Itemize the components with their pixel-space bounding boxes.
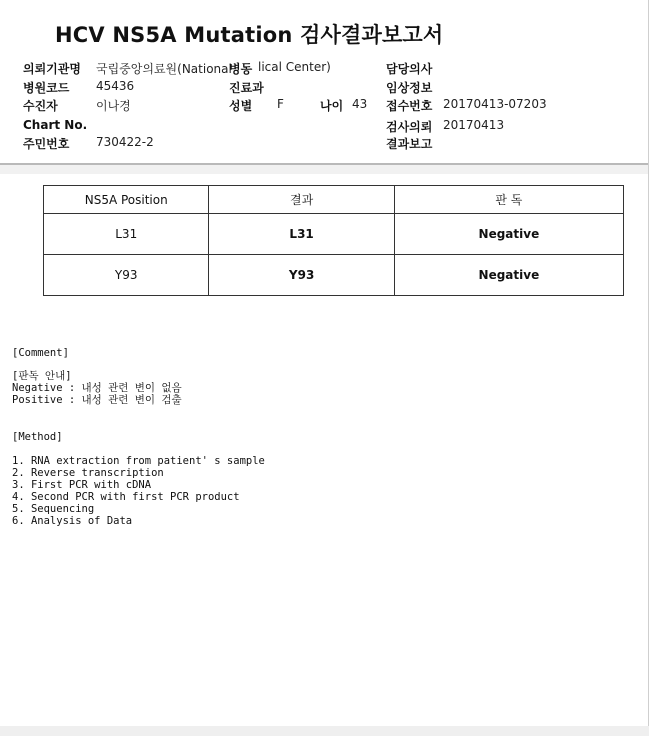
method-step: 6. Analysis of Data <box>12 515 133 527</box>
cell-result: L31 <box>209 214 394 255</box>
section-divider <box>0 165 649 174</box>
patient-value: 이나경 <box>96 99 131 113</box>
page-footer-strip <box>0 726 649 736</box>
request-date-label: 검사의뢰 <box>386 120 433 134</box>
institution-label: 의뢰기관명 <box>23 62 81 76</box>
cell-position: Y93 <box>44 255 209 296</box>
chart-no-label: Chart No. <box>23 118 88 132</box>
sex-value: F <box>277 97 284 111</box>
cell-interpretation: Negative <box>394 214 623 255</box>
table-row <box>44 255 624 296</box>
ward-label: 병동 <box>229 62 253 76</box>
method-step: 4. Second PCR with first PCR product <box>12 491 240 503</box>
result-table <box>43 185 624 296</box>
table-header-row <box>44 186 624 214</box>
cell-position: L31 <box>44 214 209 255</box>
guide-positive: Positive : 내성 관련 변이 검출 <box>12 394 182 406</box>
resident-id-value: 730422-2 <box>96 135 154 149</box>
clinical-info-label: 임상정보 <box>386 81 433 95</box>
hospital-code-value: 45436 <box>96 79 135 93</box>
resident-id-label: 주민번호 <box>23 137 70 151</box>
age-value: 43 <box>352 97 368 111</box>
header-result: 결과 <box>209 186 394 214</box>
age-label: 나이 <box>320 99 344 113</box>
cell-result: Y93 <box>209 255 394 296</box>
receipt-number-value: 20170413-07203 <box>443 97 547 111</box>
department-label: 진료과 <box>229 81 264 95</box>
method-step: 5. Sequencing <box>12 503 95 515</box>
result-report-label: 결과보고 <box>386 137 433 151</box>
request-date-value: 20170413 <box>443 118 505 132</box>
sex-label: 성별 <box>229 99 253 113</box>
table-row <box>44 214 624 255</box>
method-step: 1. RNA extraction from patient' s sample <box>12 455 265 467</box>
institution-value: 국립중앙의료원(National <box>96 62 232 76</box>
doctor-label: 담당의사 <box>386 62 433 76</box>
comment-header: [Comment] <box>12 347 69 359</box>
institution-value-end: lical Center) <box>258 60 331 74</box>
report-header <box>0 0 649 165</box>
header-position: NS5A Position <box>44 186 209 214</box>
guide-header: [판독 안내] <box>12 370 72 382</box>
header-interpretation: 판 독 <box>394 186 623 214</box>
hospital-code-label: 병원코드 <box>23 81 70 95</box>
patient-label: 수진자 <box>23 99 58 113</box>
method-step: 3. First PCR with cDNA <box>12 479 152 491</box>
method-header: [Method] <box>12 431 63 443</box>
method-step: 2. Reverse transcription <box>12 467 164 479</box>
guide-negative: Negative : 내성 관련 변이 없음 <box>12 382 182 394</box>
report-title: HCV NS5A Mutation 검사결과보고서 <box>55 23 444 47</box>
cell-interpretation: Negative <box>394 255 623 296</box>
receipt-number-label: 접수번호 <box>386 99 433 113</box>
